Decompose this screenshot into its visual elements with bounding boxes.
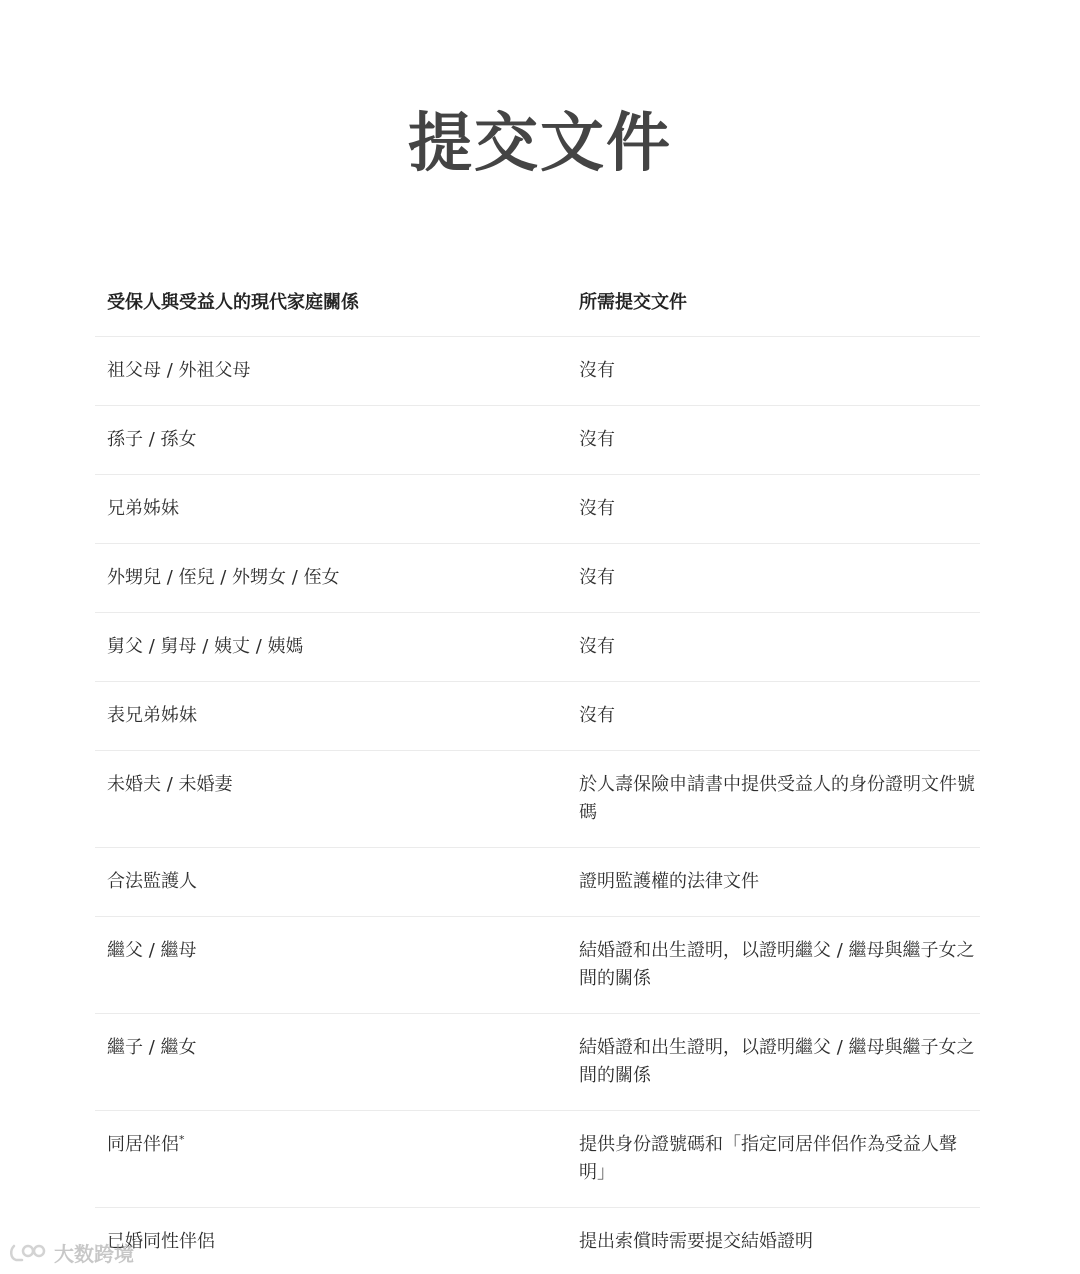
docs-cell: 結婚證和出生證明，以證明繼父 / 繼母與繼子女之間的關係 bbox=[579, 1037, 975, 1086]
docs-cell: 提供身份證號碼和「指定同居伴侶作為受益人聲明」 bbox=[579, 1134, 957, 1183]
table-row bbox=[95, 751, 980, 848]
relation-cell: 孫子 / 孫女 bbox=[107, 429, 197, 450]
table-row bbox=[95, 1111, 980, 1208]
watermark bbox=[8, 1238, 134, 1267]
docs-cell: 沒有 bbox=[579, 636, 615, 657]
header-docs: 所需提交文件 bbox=[579, 292, 687, 313]
docs-cell: 沒有 bbox=[579, 567, 615, 588]
brand-logo-icon bbox=[8, 1240, 48, 1266]
table-row bbox=[95, 544, 980, 613]
table-row bbox=[95, 1014, 980, 1111]
relation-cell: 外甥兒 / 侄兒 / 外甥女 / 侄女 bbox=[107, 567, 340, 588]
header-relation: 受保人與受益人的現代家庭關係 bbox=[107, 292, 359, 313]
relation-cell: 繼父 / 繼母 bbox=[107, 940, 197, 961]
relation-cell: 兄弟姊妹 bbox=[107, 498, 179, 519]
docs-cell: 於人壽保險申請書中提供受益人的身份證明文件號碼 bbox=[579, 774, 975, 823]
docs-cell: 沒有 bbox=[579, 498, 615, 519]
relation-cell: 未婚夫 / 未婚妻 bbox=[107, 774, 233, 795]
table-row bbox=[95, 337, 980, 406]
relation-cell: 已婚同性伴侶 bbox=[107, 1231, 215, 1252]
relation-cell: 表兄弟姊妹 bbox=[107, 705, 197, 726]
docs-cell: 結婚證和出生證明，以證明繼父 / 繼母與繼子女之間的關係 bbox=[579, 940, 975, 989]
table-row bbox=[95, 848, 980, 917]
docs-cell: 證明監護權的法律文件 bbox=[579, 871, 759, 892]
watermark-text: 大数跨境 bbox=[54, 1242, 134, 1266]
table-header-row bbox=[95, 270, 980, 337]
docs-cell: 提出索償時需要提交結婚證明 bbox=[579, 1231, 813, 1252]
docs-cell: 沒有 bbox=[579, 705, 615, 726]
relation-cell bbox=[95, 1111, 567, 1207]
docs-cell: 沒有 bbox=[579, 429, 615, 450]
relation-cell: 合法監護人 bbox=[107, 871, 197, 892]
page-title: 提交文件 bbox=[408, 107, 672, 181]
table-row bbox=[95, 475, 980, 544]
documents-table bbox=[95, 270, 980, 1274]
table-row bbox=[95, 1208, 980, 1274]
relation-cell: 繼子 / 繼女 bbox=[107, 1037, 197, 1058]
relation-cell: 舅父 / 舅母 / 姨丈 / 姨媽 bbox=[107, 636, 304, 657]
table-row bbox=[95, 613, 980, 682]
relation-text: 同居伴侶 bbox=[107, 1134, 179, 1155]
relation-cell: 祖父母 / 外祖父母 bbox=[107, 360, 251, 381]
table-row bbox=[95, 406, 980, 475]
table-row bbox=[95, 682, 980, 751]
footnote-mark: * bbox=[179, 1133, 185, 1146]
docs-cell: 沒有 bbox=[579, 360, 615, 381]
table-row bbox=[95, 917, 980, 1014]
